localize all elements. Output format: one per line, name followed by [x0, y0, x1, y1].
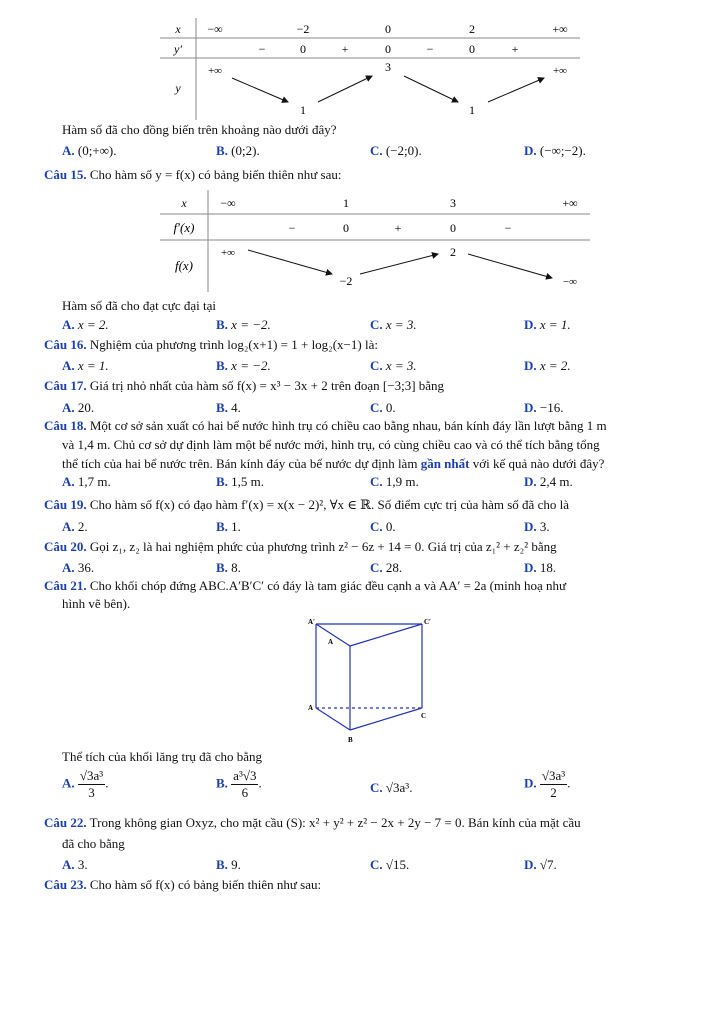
q21-option-c[interactable]: C. √3a³.	[370, 780, 413, 795]
q14-option-c[interactable]: C. (−2;0).	[370, 143, 422, 158]
q19-option-c[interactable]: C. 0.	[370, 519, 396, 534]
q16-option-a[interactable]: A. x = 1.	[62, 358, 109, 373]
t14-x-label: x	[175, 22, 181, 36]
q19-header: Câu 19. Cho hàm số f(x) có đạo hàm f′(x) = x(x − 2)², ∀x ∈ ℝ. Số điểm cực trị của hàm số đã cho là	[44, 497, 569, 512]
t14-sign-1: 0	[300, 42, 306, 56]
q15-header: Câu 15. Cho hàm số y = f(x) có bảng biến thiên như sau:	[44, 167, 342, 182]
variation-table-q15	[160, 190, 590, 292]
t14-sign-2: +	[341, 42, 349, 56]
q15-option-b[interactable]: B. x = −2.	[216, 317, 271, 332]
t15-arrow-1	[248, 250, 332, 274]
fig-label-c1: C′	[424, 618, 432, 626]
fig-label-b1: A	[328, 638, 334, 646]
q20-option-b[interactable]: B. 8.	[216, 560, 241, 575]
t15-sign-3: 0	[450, 221, 456, 235]
q21-line1: Câu 21. Cho khối chóp đứng ABC.A′B′C′ có đáy là tam giác đều cạnh a và AA′ = 2a (minh hoạ như	[44, 578, 567, 593]
q21-a-fraction: $\frac{\text{√3a³}}{3}$	[79, 768, 104, 800]
t14-sign-0: −	[258, 42, 266, 56]
q14-stem: Hàm số đã cho đồng biến trên khoảng nào dưới đây?	[62, 122, 337, 137]
t14-yp-label: y′	[174, 42, 182, 56]
q15-option-d[interactable]: D. x = 1.	[524, 317, 571, 332]
q20-option-a[interactable]: A. 36.	[62, 560, 95, 575]
t15-x-1: 1	[343, 196, 349, 210]
q22-option-d[interactable]: D. √7.	[524, 857, 557, 872]
t15-fbot-1: −∞	[562, 276, 578, 288]
q22-line2: đã cho bằng	[62, 836, 125, 851]
t14-ybot-0: 1	[300, 103, 306, 117]
t15-x-0: −∞	[220, 196, 236, 210]
q21-d-fraction: $\frac{\text{√3a³}}{2}$	[541, 768, 566, 800]
t15-ftop-0: +∞	[220, 247, 236, 259]
t15-ftop-1: 2	[450, 245, 456, 259]
q15-option-c[interactable]: C. x = 3.	[370, 317, 417, 332]
q18-line1: Câu 18. Một cơ sở sản xuất có hai bể nước hình trụ có chiều cao bằng nhau, bán kính đáy lần lượt bằng 1 m	[44, 418, 607, 433]
q22-option-a[interactable]: A. 3.	[62, 857, 88, 872]
fig-label-a: A	[308, 704, 314, 712]
q18-option-c[interactable]: C. 1,9 m.	[370, 474, 419, 489]
q23-header: Câu 23. Cho hàm số f(x) có bảng biến thiên như sau:	[44, 877, 322, 892]
t15-fbot-0: −2	[339, 274, 353, 288]
t14-x-3: 2	[469, 22, 475, 36]
t15-x-3: +∞	[562, 196, 578, 210]
t15-x-label: x	[181, 196, 187, 210]
q22-line1: Câu 22. Trong không gian Oxyz, cho mặt cầu (S): x² + y² + z² − 2x + 2y − 7 = 0. Bán kính của mặt cầu	[44, 815, 581, 830]
q21-b-fraction: $\frac{\text{a³√3}}{6}$	[233, 768, 257, 800]
q17-option-b[interactable]: B. 4.	[216, 400, 241, 415]
t15-arrow-2	[360, 254, 438, 274]
q19-option-b[interactable]: B. 1.	[216, 519, 241, 534]
q22-option-c[interactable]: C. √15.	[370, 857, 410, 872]
q21-option-d[interactable]: D. $\frac{\text{√3a³}}{2}$ .	[524, 768, 571, 800]
q18-line2: và 1,4 m. Chủ cơ sở dự định làm một bể nước mới, hình trụ, có cùng chiều cao và có thể tích bằng tổng	[62, 437, 600, 452]
t14-x-2: 0	[385, 22, 391, 36]
q14-option-d[interactable]: D. (−∞;−2).	[524, 143, 586, 158]
variation-table-q14	[160, 18, 580, 120]
t14-arrow-3	[404, 76, 458, 102]
t15-fp-label: f′(x)	[173, 220, 195, 235]
q16-option-b[interactable]: B. x = −2.	[216, 358, 271, 373]
t14-sign-3: 0	[385, 42, 391, 56]
q15-stem: Hàm số đã cho đạt cực đại tại	[62, 298, 216, 313]
t14-ytop-1: 3	[385, 60, 391, 74]
t15-sign-4: −	[504, 221, 512, 235]
q20-option-c[interactable]: C. 28.	[370, 560, 403, 575]
t14-arrow-1	[232, 78, 288, 102]
t14-x-4: +∞	[552, 22, 568, 36]
t14-y-label: y	[175, 81, 181, 95]
q18-option-d[interactable]: D. 2,4 m.	[524, 474, 573, 489]
t15-arrow-3	[468, 254, 552, 278]
q16-option-c[interactable]: C. x = 3.	[370, 358, 417, 373]
t14-sign-6: +	[511, 42, 519, 56]
q19-option-a[interactable]: A. 2.	[62, 519, 88, 534]
q21-line2: hình vẽ bên).	[62, 596, 131, 611]
q18-option-b[interactable]: B. 1,5 m.	[216, 474, 265, 489]
q16-option-d[interactable]: D. x = 2.	[524, 358, 571, 373]
q18-highlight: gần nhất	[420, 456, 470, 471]
q18-option-a[interactable]: A. 1,7 m.	[62, 474, 111, 489]
fig-label-c: C	[421, 712, 427, 720]
q20-option-d[interactable]: D. 18.	[524, 560, 557, 575]
t14-x-0: −∞	[207, 22, 223, 36]
t14-ybot-1: 1	[469, 103, 475, 117]
q16-header: Câu 16. Nghiệm của phương trình log₂(x+1) = 1 + log₂(x−1) là:	[44, 337, 378, 352]
t15-sign-2: +	[394, 221, 402, 235]
t15-sign-0: −	[288, 221, 296, 235]
prism-figure	[306, 612, 438, 746]
t15-f-label: f(x)	[174, 258, 194, 273]
t14-arrow-4	[488, 78, 544, 102]
q19-option-d[interactable]: D. 3.	[524, 519, 550, 534]
q17-option-c[interactable]: C. 0.	[370, 400, 396, 415]
q17-header: Câu 17. Giá trị nhỏ nhất của hàm số f(x) = x³ − 3x + 2 trên đoạn [−3;3] bằng	[44, 378, 445, 393]
fig-label-b: B	[348, 736, 353, 744]
q21-option-a[interactable]: A. $\frac{\text{√3a³}}{3}$ .	[62, 768, 109, 800]
q21-option-b[interactable]: B. $\frac{\text{a³√3}}{6}$ .	[216, 768, 262, 800]
q21-stem: Thể tích của khối lăng trụ đã cho bằng	[62, 749, 262, 764]
t15-x-2: 3	[450, 196, 456, 210]
t14-sign-5: 0	[469, 42, 475, 56]
q15-option-a[interactable]: A. x = 2.	[62, 317, 109, 332]
t14-sign-4: −	[426, 42, 434, 56]
t14-arrow-2	[318, 76, 372, 102]
q18-line3: thể tích của hai bể nước trên. Bán kính đáy của bể nước dự định làm gần nhất với kế quả nào dưới đây?	[62, 456, 605, 471]
q22-option-b[interactable]: B. 9.	[216, 857, 241, 872]
fig-label-a1: A′	[308, 618, 316, 626]
t14-ytop-2: +∞	[552, 65, 568, 77]
t14-x-1: −2	[296, 22, 310, 36]
t14-ytop-0: +∞	[207, 65, 223, 77]
q14-option-a[interactable]: A. (0;+∞).	[62, 143, 117, 158]
q20-header: Câu 20. Gọi z₁, z₂ là hai nghiệm phức của phương trình z² − 6z + 14 = 0. Giá trị của z₁² + z₂² bằng	[44, 539, 557, 554]
q17-option-a[interactable]: A. 20.	[62, 400, 95, 415]
q14-option-b[interactable]: B. (0;2).	[216, 143, 260, 158]
q17-option-d[interactable]: D. −16.	[524, 400, 564, 415]
t15-sign-1: 0	[343, 221, 349, 235]
